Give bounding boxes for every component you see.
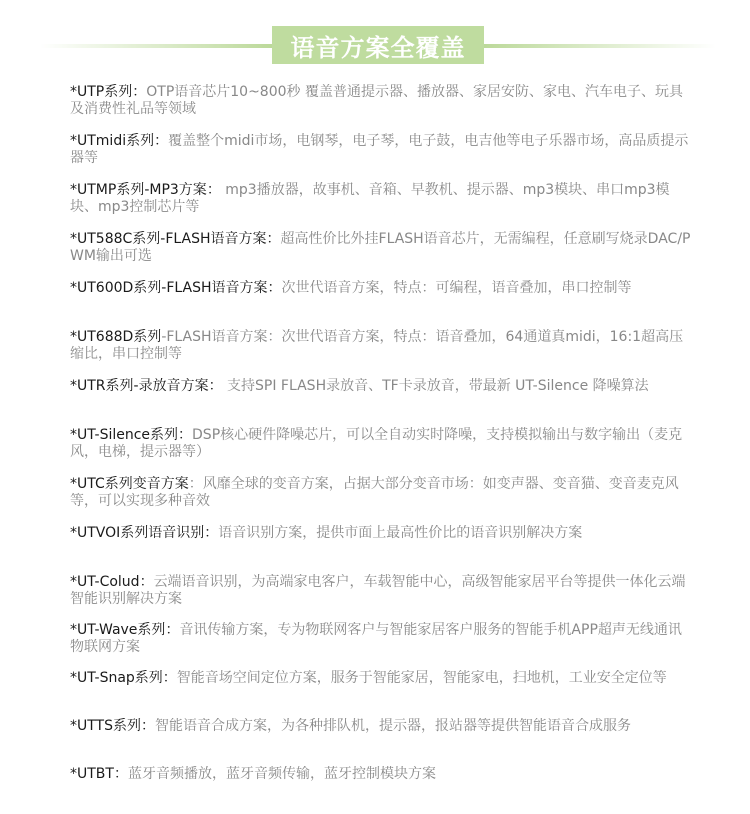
list-item	[70, 84, 692, 133]
list-item	[70, 476, 692, 525]
item-separator: ：	[141, 718, 155, 734]
list-item	[70, 525, 692, 574]
item-name: *UTMP系列-MP3方案	[70, 182, 207, 198]
list-item	[70, 231, 692, 280]
list-item	[70, 427, 692, 476]
list-item	[70, 329, 692, 378]
item-separator: ：	[208, 378, 223, 394]
item-name: *UT-Silence系列	[70, 427, 179, 443]
item-name: *UT-Snap系列	[70, 670, 163, 686]
item-name: *UT-Wave系列	[70, 622, 166, 638]
item-description: 智能音场空间定位方案，服务于智能家居，智能家电，扫地机，工业安全定位等	[176, 670, 667, 686]
item-name: *UT-Colud	[70, 574, 140, 590]
list-item	[70, 378, 692, 427]
list-item	[70, 182, 692, 231]
list-item	[70, 718, 692, 766]
list-item	[70, 280, 692, 329]
item-name: *UTmidi系列	[70, 133, 155, 149]
list-item	[70, 133, 692, 182]
item-separator: ：	[165, 622, 180, 638]
item-description: DSP核心硬件降噪芯片，可以全自动实时降噪，支持模拟输出与数字输出（麦克风，电梯，提示器等）	[70, 427, 683, 460]
item-separator: ：	[154, 133, 169, 149]
item-name: *UTC系列变音方案	[70, 476, 189, 492]
item-description: 蓝牙音频播放，蓝牙音频传输，蓝牙控制模块方案	[127, 766, 436, 782]
item-separator: ：	[266, 231, 281, 247]
item-separator: ：	[162, 670, 177, 686]
item-description: 支持SPI FLASH录放音、TF卡录放音，带最新 UT-Silence 降噪算法	[222, 378, 649, 394]
item-name: *UT600D系列-FLASH语音方案	[70, 280, 268, 296]
header-divider-left	[40, 44, 272, 48]
item-name: *UT688D系列	[70, 329, 162, 345]
item-description: 云端语音识别，为高端家电客户，车载智能中心，高级智能家居平台等提供一体化云端智能识别解决方案	[70, 574, 686, 607]
item-name: *UT588C系列-FLASH语音方案	[70, 231, 267, 247]
item-separator: ：	[206, 182, 221, 198]
item-name: *UTR系列-录放音方案	[70, 378, 209, 394]
item-description: 语音识别方案，提供市面上最高性价比的语音识别解决方案	[218, 525, 583, 541]
item-name: *UTVOI系列语音识别	[70, 525, 205, 541]
product-list	[70, 84, 692, 814]
list-item	[70, 574, 692, 622]
item-description: ：风靡全球的变音方案，占据大部分变音市场：如变声器、变音猫、变音麦克风等，可以实现多种音效	[70, 476, 679, 509]
item-description: 智能语音合成方案，为各种排队机，提示器，报站器等提供智能语音合成服务	[155, 718, 631, 734]
header	[0, 0, 750, 70]
item-separator: ：	[139, 574, 154, 590]
list-item	[70, 670, 692, 718]
item-description: 音讯传输方案，专为物联网客户与智能家居客户服务的智能手机APP超声无线通讯物联网方案	[70, 622, 682, 655]
item-description: 超高性价比外挂FLASH语音芯片，无需编程，任意刷写烧录DAC/PWM输出可选	[70, 231, 691, 264]
page-title: 语音方案全覆盖	[290, 33, 466, 62]
item-description: 次世代语音方案，特点：可编程，语音叠加，串口控制等	[281, 280, 632, 296]
header-divider-right	[484, 44, 716, 48]
list-item	[70, 622, 692, 670]
item-separator: ：	[267, 280, 282, 296]
item-separator: ：	[113, 766, 128, 782]
item-separator: ：	[178, 427, 193, 443]
item-description: -FLASH语音方案：次世代语音方案，特点：语音叠加，64通道真midi，16:1超高压缩比，串口控制等	[70, 329, 684, 362]
item-description: mp3播放器，故事机、音箱、早教机、提示器、mp3模块、串口mp3模块、mp3控制芯片等	[70, 182, 670, 215]
title-banner	[272, 26, 484, 64]
item-name: *UTBT	[70, 766, 114, 782]
item-separator: ：	[132, 84, 147, 100]
item-separator: ：	[204, 525, 219, 541]
item-description: OTP语音芯片10~800秒 覆盖普通提示器、播放器、家居安防、家电、汽车电子、玩具及消费性礼品等领域	[70, 84, 683, 117]
item-name: *UTTS系列	[70, 718, 141, 734]
item-description: 覆盖整个midi市场，电钢琴，电子琴，电子鼓，电吉他等电子乐器市场，高品质提示器等	[70, 133, 689, 166]
list-item	[70, 766, 692, 814]
item-name: *UTP系列	[70, 84, 133, 100]
